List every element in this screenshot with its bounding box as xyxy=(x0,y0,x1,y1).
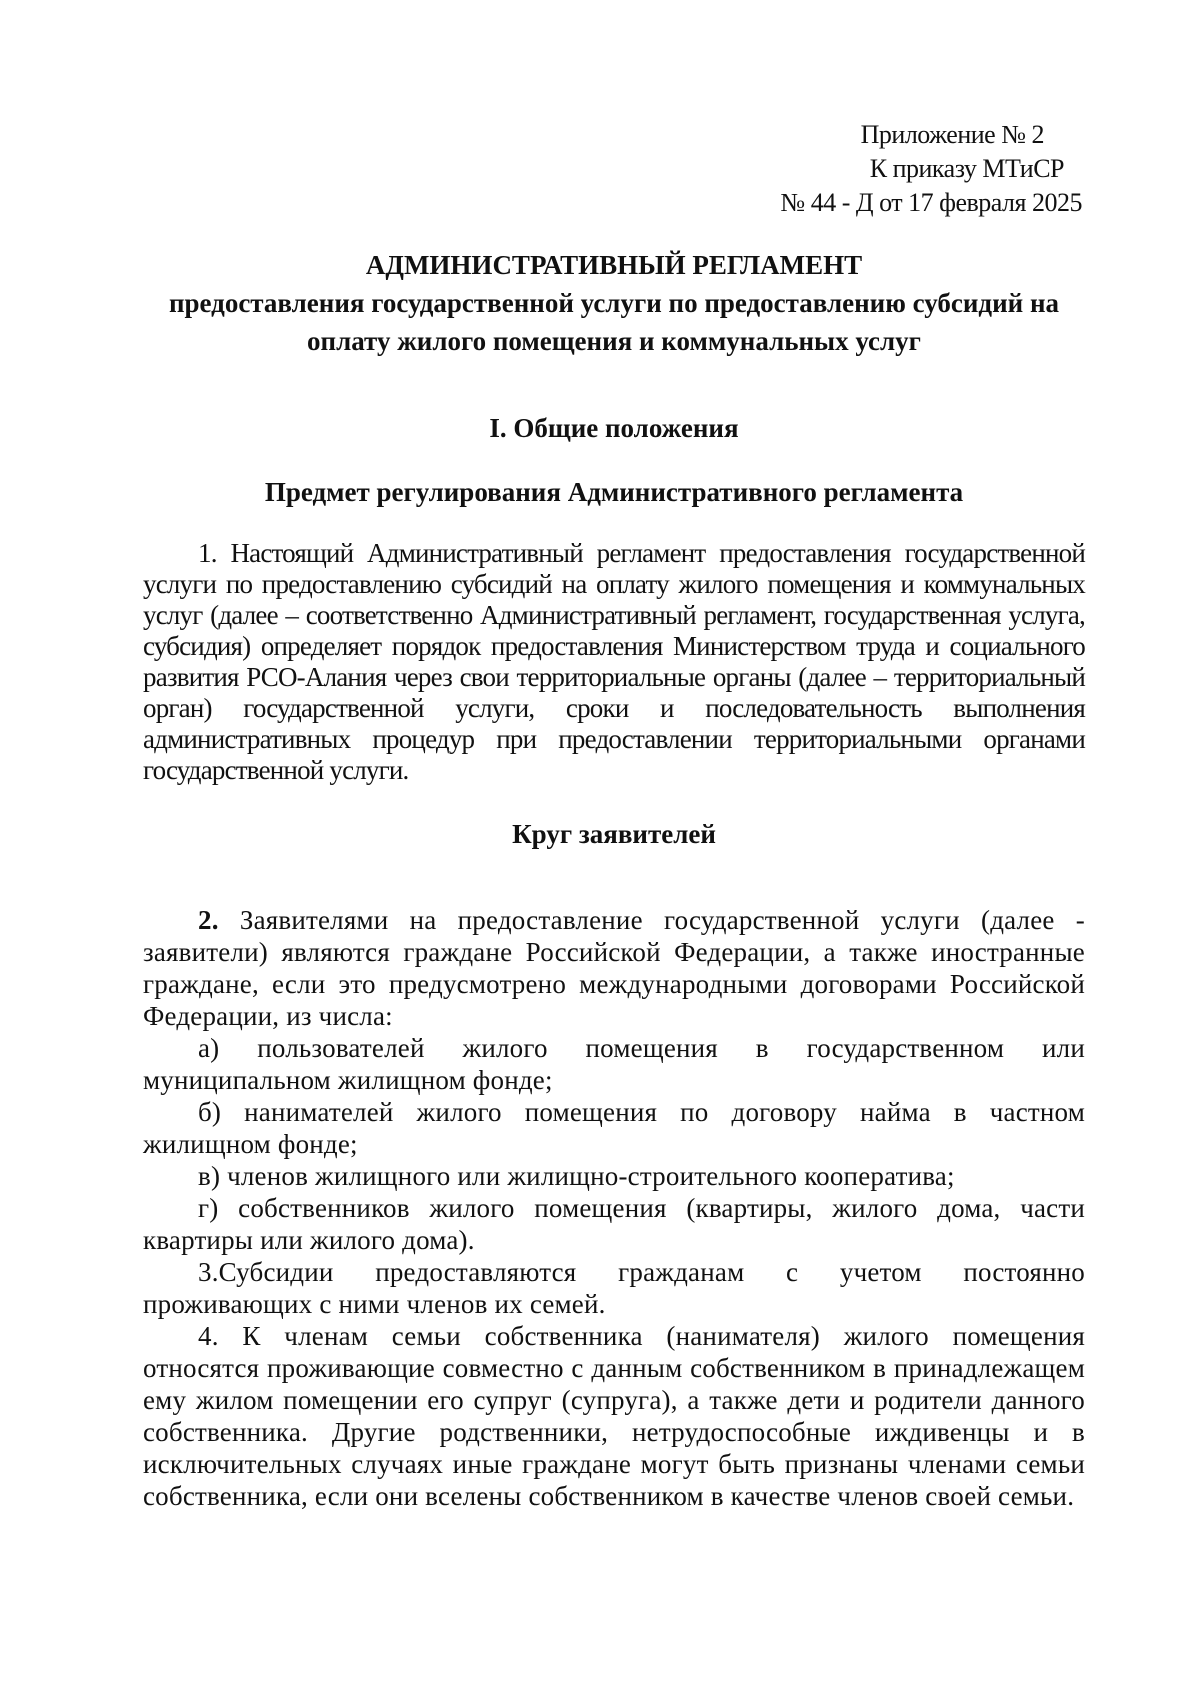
list-item-a: а) пользователей жилого помещения в государственном или муниципальном жилищном фонде; xyxy=(143,1033,1085,1095)
section-heading-general: I. Общие положения xyxy=(489,413,739,443)
list-item-v: в) членов жилищного или жилищно-строительного кооператива; xyxy=(198,1161,955,1191)
paragraph-2-text: Заявителями на предоставление государственной услуги (далее - заявители) являются граждане Российской Федерации, а также иностранные граждане, если это предусмотрено международными договорами Российской Федерации, из числа: xyxy=(143,905,1085,1031)
section-heading-applicants: Круг заявителей xyxy=(512,819,716,849)
appendix-number: Приложение № 2 xyxy=(860,120,1044,149)
order-number-date: № 44 - Д от 17 февраля 2025 xyxy=(780,188,1082,217)
document-title xyxy=(143,246,1085,360)
order-reference: К приказу МТиСР xyxy=(869,154,1064,183)
approval-block xyxy=(780,118,1082,220)
paragraph-2-number: 2. xyxy=(198,905,219,935)
section-subheading-subject: Предмет регулирования Административного регламента xyxy=(264,477,964,507)
list-item-g: г) собственников жилого помещения (квартиры, жилого дома, части квартиры или жилого дома). xyxy=(143,1193,1085,1255)
paragraph-2 xyxy=(143,904,1085,1032)
paragraph-3: 3.Субсидии предоставляются гражданам с учетом постоянно проживающих с ними членов их семей. xyxy=(143,1257,1085,1319)
paragraph-4: 4. К членам семьи собственника (нанимателя) жилого помещения относятся проживающие совместно с данным собственником в принадлежащем ему жилом помещении его супруг (супруга), а также дети и родители данного собственника. Другие родственники, нетрудоспособные иждивенцы и в исключительных случаях иные граждане могут быть признаны членами семьи собственника, если они вселены собственником в качестве членов своей семьи. xyxy=(143,1321,1085,1511)
title-subtitle-line2: оплату жилого помещения и коммунальных услуг xyxy=(307,326,921,356)
title-main: АДМИНИСТРАТИВНЫЙ РЕГЛАМЕНТ xyxy=(365,250,863,280)
applicants-block xyxy=(143,904,1085,1512)
title-subtitle-line1: предоставления государственной услуги по предоставлению субсидий на xyxy=(168,288,1060,318)
list-item-b: б) нанимателей жилого помещения по договору найма в частном жилищном фонде; xyxy=(143,1097,1085,1159)
paragraph-1: 1. Настоящий Административный регламент предоставления государственной услуги по предоставлению субсидий на оплату жилого помещения и коммунальных услуг (далее – соответственно Административный регламент, государственная услуга, субсидия) определяет порядок предоставления Министерством труда и социального развития РСО-Алания через свои территориальные органы (далее – территориальный орган) государственной услуги, сроки и последовательность выполнения административных процедур при предоставлении территориальными органами государственной услуги. xyxy=(143,538,1085,785)
